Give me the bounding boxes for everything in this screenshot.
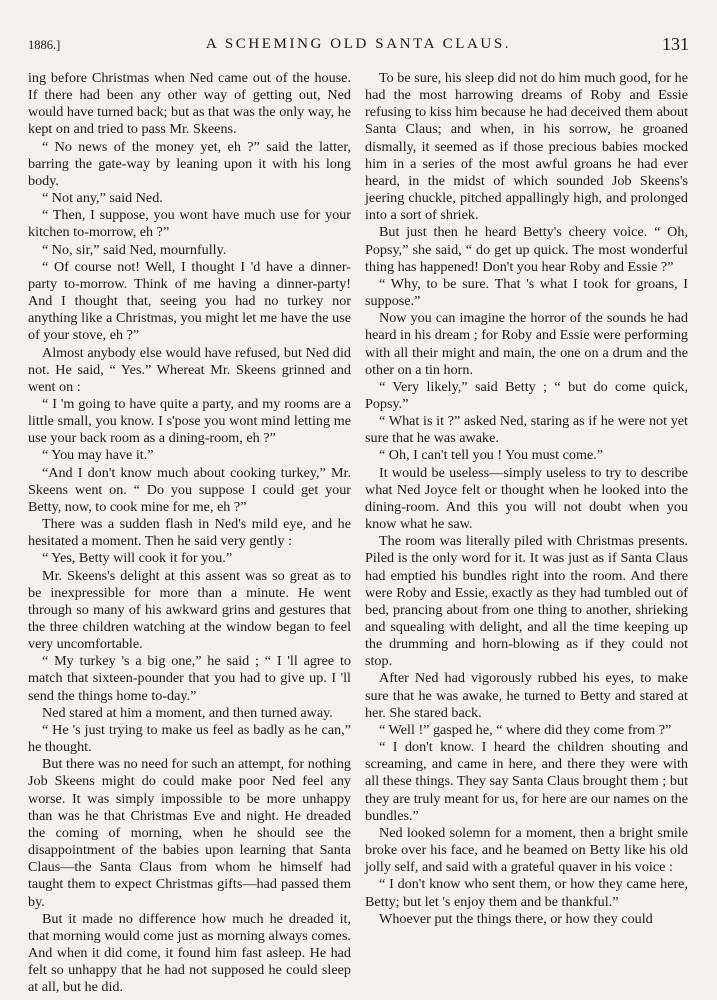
- paragraph: “ Very likely,” said Betty ; “ but do come quick, Popsy.”: [365, 378, 688, 412]
- paragraph: “ I 'm going to have quite a party, and my rooms are a little small, you know. I s'pose you wont mind letting me use your back room as a dining-room, eh ?”: [28, 395, 351, 447]
- paragraph: But there was no need for such an attempt, for nothing Job Skeens might do could make poor Ned feel any worse. It was simply impossible to be more unhappy than was he that Christmas Eve and night. He dreaded the coming of morning, when he should see the disappointment of the babies upon learning that Santa Claus—the Santa Claus from whom he himself had taught them to expect Christmas gifts—had passed them by.: [28, 756, 351, 910]
- paragraph: “ My turkey 's a big one,” he said ; “ I 'll agree to match that sixteen-pounder that you had to give up. I 'll send the things home to-day.”: [28, 653, 351, 704]
- paragraph: But it made no difference how much he dreaded it, that morning would come just as morning always comes. And when it did come, it found him fast asleep. He had felt so unhappy that he had not supposed he could sleep at all, but he did.: [28, 910, 351, 996]
- header-title: A SCHEMING OLD SANTA CLAUS.: [205, 36, 512, 52]
- paragraph: “ You may have it.”: [42, 447, 154, 464]
- paragraph: But just then he heard Betty's cheery voice. “ Oh, Popsy,” she said, “ do get up quick. The most wonderful thing has happened! Don't you hear Roby and Essie ?”: [365, 224, 688, 275]
- paragraph: After Ned had vigorously rubbed his eyes, to make sure that he was awake, he turned to Betty and stared at her. She stared back.: [365, 670, 688, 721]
- right-column: [365, 70, 688, 996]
- paragraph: The room was literally piled with Christmas presents. Piled is the only word for it. It was just as if Santa Claus had emptied his bundles right into the room. And there were Roby and Essie, exactly as they had tumbled out of bed, prancing about from one thing to another, shrieking and squealing with delight, and all the time keeping up the drumming and horn-blowing as if they could not stop.: [365, 533, 688, 670]
- text-columns: [28, 70, 689, 996]
- paragraph: Ned stared at him a moment, and then turned away.: [42, 704, 333, 721]
- paragraph: “ I don't know. I heard the children shouting and screaming, and came in here, and there they were with all these things. They say Santa Claus brought them ; but they are truly meant for us, for here are our names on the bundles.”: [365, 739, 688, 824]
- paragraph: “ What is it ?” asked Ned, staring as if he were not yet sure that he was awake.: [365, 413, 688, 447]
- paragraph: Now you can imagine the horror of the sounds he had heard in his dream ; for Roby and Essie were performing with all their might and main, the one on a drum and the other on a tin horn.: [365, 310, 688, 378]
- paragraph: Whoever put the things there, or how they could: [379, 910, 653, 927]
- paragraph: There was a sudden flash in Ned's mild eye, and he hesitated a moment. Then he said very gently :: [28, 516, 351, 550]
- paragraph: It would be useless—simply useless to try to describe what Ned Joyce felt or thought when he looked into the dining-room. And this you will not doubt when you know what he saw.: [365, 464, 688, 533]
- paragraph: “ No news of the money yet, eh ?” said the latter, barring the gate-way by leaning upon it with his long body.: [28, 138, 351, 189]
- paragraph: To be sure, his sleep did not do him much good, for he had the most harrowing dreams of Roby and Essie refusing to kiss him because he had deceived them about Santa Claus; and when, in his sorrow, he groaned dismally, it seemed as if those precious babies mocked him in a series of the most awful groans he had ever heard, in the midst of which sounded Job Skeens's jeering chuckle, pitched appallingly high, and prolonged into a sort of shriek.: [365, 70, 688, 224]
- paragraph: Almost anybody else would have refused, but Ned did not. He said, “ Yes.” Whereat Mr. Skeens grinned and went on :: [28, 344, 351, 395]
- header-year: 1886.]: [28, 38, 61, 52]
- paragraph: “ Then, I suppose, you wont have much use for your kitchen to-morrow, eh ?”: [28, 207, 351, 241]
- left-column: [28, 70, 351, 996]
- page-number: 131: [662, 34, 689, 54]
- paragraph: “ Yes, Betty will cook it for you.”: [42, 550, 233, 567]
- paragraph: “ No, sir,” said Ned, mournfully.: [42, 241, 227, 258]
- paragraph: “ Well !” gasped he, “ where did they come from ?”: [379, 721, 672, 738]
- paragraph: “ Oh, I can't tell you ! You must come.”: [379, 447, 604, 464]
- paragraph: “ Of course not! Well, I thought I 'd have a dinner-party to-morrow. Think of me having a dinner-party! And I thought that, seeing you had no turkey nor anything like a Christmas, you might let me have the use of your stove, eh ?”: [28, 258, 351, 344]
- running-header: [28, 30, 689, 70]
- paragraph: “ I don't know who sent them, or how they came here, Betty; but let 's enjoy them and be thankful.”: [365, 876, 688, 910]
- paragraph: “ He 's just trying to make us feel as badly as he can,” he thought.: [28, 721, 351, 756]
- paragraph: ing before Christmas when Ned came out of the house. If there had been any other way of getting out, Ned would have turned back; but as that was the only way, he kept on and tried to pass Mr. Skeens.: [28, 70, 351, 138]
- paragraph: Ned looked solemn for a moment, then a bright smile broke over his face, and he beamed on Betty like his old jolly self, and said with a grateful quaver in his voice :: [365, 824, 688, 876]
- paragraph: “ Why, to be sure. That 's what I took for groans, I suppose.”: [365, 275, 688, 310]
- paragraph: “ Not any,” said Ned.: [42, 190, 163, 207]
- paragraph: Mr. Skeens's delight at this assent was so great as to be inexpressible for more than a minute. He went through so many of his awkward grins and gestures that the three children watching at the window began to feel very uncomfortable.: [28, 567, 351, 653]
- paragraph: “And I don't know much about cooking turkey,” Mr. Skeens went on. “ Do you suppose I could get your Betty, now, to cook mine for me, eh ?”: [28, 464, 351, 515]
